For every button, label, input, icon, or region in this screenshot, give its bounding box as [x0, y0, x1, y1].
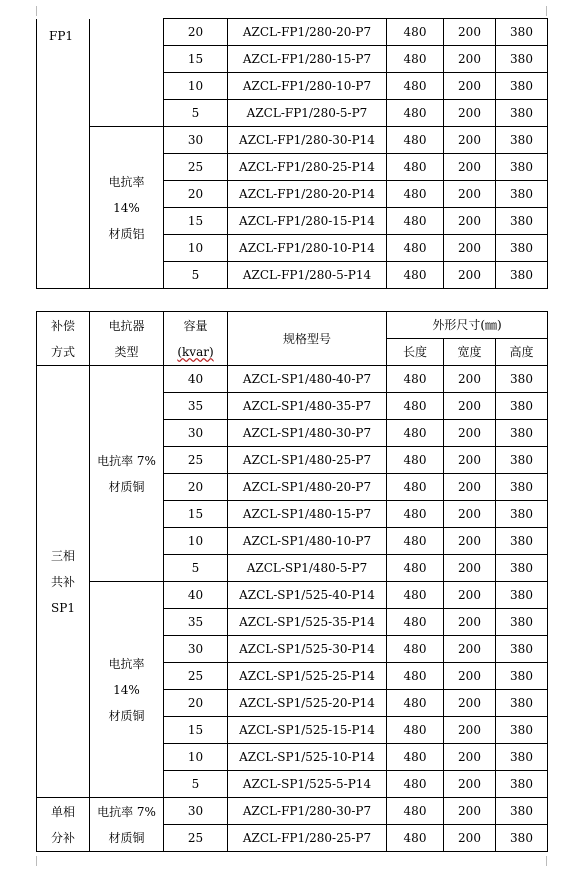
model-cell: AZCL-FP1/280-30-P7 — [228, 798, 387, 825]
width-cell: 200 — [444, 235, 496, 262]
width-cell: 200 — [444, 100, 496, 127]
model-cell: AZCL-SP1/480-20-P7 — [228, 474, 387, 501]
capacity-cell: 15 — [164, 501, 228, 528]
width-cell: 200 — [444, 19, 496, 46]
crop-mark-top-left — [26, 6, 37, 16]
length-cell: 480 — [387, 208, 444, 235]
length-cell: 480 — [387, 46, 444, 73]
reactor-table-fp1 — [36, 18, 548, 289]
capacity-cell: 15 — [164, 46, 228, 73]
compensation-mode-cell-line: SP1 — [51, 600, 75, 615]
reactor-type-cell-line: 材质铜 — [108, 830, 145, 845]
model-cell: AZCL-FP1/280-25-P14 — [228, 154, 387, 181]
height-cell: 380 — [496, 582, 548, 609]
reactor-type-cell-line: 电抗率 — [108, 174, 145, 189]
model-cell: AZCL-FP1/280-20-P7 — [228, 19, 387, 46]
table-row — [37, 366, 548, 393]
length-cell: 480 — [387, 154, 444, 181]
length-cell: 480 — [387, 181, 444, 208]
width-cell: 200 — [444, 262, 496, 289]
height-cell: 380 — [496, 555, 548, 582]
length-cell: 480 — [387, 636, 444, 663]
capacity-cell: 25 — [164, 154, 228, 181]
length-cell: 480 — [387, 19, 444, 46]
length-cell: 480 — [387, 663, 444, 690]
length-cell: 480 — [387, 127, 444, 154]
reactor-table-sp1 — [36, 311, 548, 852]
length-cell: 480 — [387, 717, 444, 744]
reactor-type-cell — [90, 366, 164, 582]
height-cell: 380 — [496, 744, 548, 771]
length-cell: 480 — [387, 690, 444, 717]
header-width: 宽度 — [444, 339, 496, 366]
width-cell: 200 — [444, 501, 496, 528]
compensation-mode-cell — [37, 366, 90, 798]
capacity-cell: 30 — [164, 636, 228, 663]
length-cell: 480 — [387, 393, 444, 420]
length-cell: 480 — [387, 825, 444, 852]
model-cell: AZCL-SP1/525-25-P14 — [228, 663, 387, 690]
header-text: 容量 — [183, 318, 208, 333]
crop-mark-top-right — [546, 6, 557, 16]
capacity-cell: 5 — [164, 262, 228, 289]
reactor-type-cell-line: 电抗率 7% — [97, 453, 156, 468]
height-cell: 380 — [496, 181, 548, 208]
length-cell: 480 — [387, 73, 444, 100]
reactor-type-cell-line: 电抗率 7% — [97, 804, 156, 819]
header-length: 长度 — [387, 339, 444, 366]
width-cell: 200 — [444, 636, 496, 663]
width-cell: 200 — [444, 208, 496, 235]
reactor-type-cell-line: 电抗率 — [108, 656, 145, 671]
header-text: 类型 — [114, 344, 139, 359]
capacity-cell: 10 — [164, 235, 228, 262]
length-cell: 480 — [387, 798, 444, 825]
width-cell: 200 — [444, 690, 496, 717]
table-row — [37, 798, 548, 825]
model-cell: AZCL-SP1/525-15-P14 — [228, 717, 387, 744]
capacity-cell: 20 — [164, 181, 228, 208]
capacity-cell: 30 — [164, 798, 228, 825]
height-cell: 380 — [496, 235, 548, 262]
height-cell: 380 — [496, 19, 548, 46]
header-text: 方式 — [50, 344, 75, 359]
reactor-type-cell-line: 14% — [113, 200, 140, 215]
model-cell: AZCL-SP1/480-35-P7 — [228, 393, 387, 420]
capacity-cell: 15 — [164, 717, 228, 744]
model-cell: AZCL-SP1/480-40-P7 — [228, 366, 387, 393]
height-cell: 380 — [496, 501, 548, 528]
reactor-type-cell-line: 14% — [113, 682, 140, 697]
width-cell: 200 — [444, 447, 496, 474]
width-cell: 200 — [444, 825, 496, 852]
width-cell: 200 — [444, 555, 496, 582]
height-cell: 380 — [496, 447, 548, 474]
reactor-type-cell-line: 材质铝 — [108, 226, 145, 241]
width-cell: 200 — [444, 181, 496, 208]
width-cell: 200 — [444, 420, 496, 447]
height-cell: 380 — [496, 154, 548, 181]
height-cell: 380 — [496, 262, 548, 289]
capacity-cell: 20 — [164, 474, 228, 501]
width-cell: 200 — [444, 771, 496, 798]
length-cell: 480 — [387, 235, 444, 262]
height-cell: 380 — [496, 366, 548, 393]
capacity-cell: 10 — [164, 744, 228, 771]
model-cell: AZCL-FP1/280-5-P7 — [228, 100, 387, 127]
header-height: 高度 — [496, 339, 548, 366]
reactor-type-cell — [90, 19, 164, 127]
header-model: 规格型号 — [228, 312, 387, 366]
model-cell: AZCL-SP1/480-10-P7 — [228, 528, 387, 555]
reactor-type-cell — [90, 582, 164, 798]
capacity-cell: 30 — [164, 420, 228, 447]
capacity-cell: 35 — [164, 609, 228, 636]
reactor-type-cell-line: 材质铜 — [108, 708, 145, 723]
crop-mark-bottom-right — [546, 856, 557, 866]
width-cell: 200 — [444, 609, 496, 636]
width-cell: 200 — [444, 154, 496, 181]
length-cell: 480 — [387, 262, 444, 289]
length-cell: 480 — [387, 420, 444, 447]
capacity-cell: 40 — [164, 582, 228, 609]
compensation-mode-cell — [37, 798, 90, 852]
width-cell: 200 — [444, 582, 496, 609]
width-cell: 200 — [444, 798, 496, 825]
capacity-cell: 25 — [164, 447, 228, 474]
height-cell: 380 — [496, 208, 548, 235]
table-header-row — [37, 312, 548, 339]
compensation-mode-cell-line: 单相 — [50, 804, 75, 819]
width-cell: 200 — [444, 127, 496, 154]
height-cell: 380 — [496, 474, 548, 501]
reactor-type-cell — [90, 798, 164, 852]
model-cell: AZCL-SP1/480-25-P7 — [228, 447, 387, 474]
width-cell: 200 — [444, 717, 496, 744]
height-cell: 380 — [496, 100, 548, 127]
width-cell: 200 — [444, 393, 496, 420]
model-cell: AZCL-SP1/525-35-P14 — [228, 609, 387, 636]
capacity-cell: 25 — [164, 663, 228, 690]
length-cell: 480 — [387, 744, 444, 771]
width-cell: 200 — [444, 366, 496, 393]
width-cell: 200 — [444, 744, 496, 771]
crop-mark-bottom-left — [26, 856, 37, 866]
model-cell: AZCL-SP1/525-30-P14 — [228, 636, 387, 663]
model-cell: AZCL-SP1/525-20-P14 — [228, 690, 387, 717]
capacity-cell: 10 — [164, 73, 228, 100]
model-cell: AZCL-SP1/480-15-P7 — [228, 501, 387, 528]
height-cell: 380 — [496, 420, 548, 447]
length-cell: 480 — [387, 100, 444, 127]
length-cell: 480 — [387, 771, 444, 798]
table-row — [37, 582, 548, 609]
reactor-type-cell — [90, 127, 164, 289]
width-cell: 200 — [444, 474, 496, 501]
capacity-cell: 5 — [164, 100, 228, 127]
header-compensation-mode — [37, 312, 90, 366]
capacity-cell: 35 — [164, 393, 228, 420]
capacity-cell: 5 — [164, 771, 228, 798]
header-text: 补偿 — [50, 318, 75, 333]
height-cell: 380 — [496, 127, 548, 154]
length-cell: 480 — [387, 447, 444, 474]
model-cell: AZCL-FP1/280-15-P7 — [228, 46, 387, 73]
height-cell: 380 — [496, 771, 548, 798]
reactor-type-cell-line: 材质铜 — [108, 479, 145, 494]
compensation-mode-cell-line: 分补 — [50, 830, 75, 845]
compensation-mode-cell: FP1 — [37, 19, 90, 289]
model-cell: AZCL-FP1/280-25-P7 — [228, 825, 387, 852]
model-cell: AZCL-FP1/280-30-P14 — [228, 127, 387, 154]
length-cell: 480 — [387, 582, 444, 609]
capacity-cell: 5 — [164, 555, 228, 582]
model-cell: AZCL-FP1/280-10-P7 — [228, 73, 387, 100]
length-cell: 480 — [387, 609, 444, 636]
capacity-cell: 30 — [164, 127, 228, 154]
capacity-cell: 15 — [164, 208, 228, 235]
capacity-cell: 25 — [164, 825, 228, 852]
header-text: 电抗器 — [108, 318, 145, 333]
model-cell: AZCL-FP1/280-5-P14 — [228, 262, 387, 289]
height-cell: 380 — [496, 663, 548, 690]
width-cell: 200 — [444, 46, 496, 73]
length-cell: 480 — [387, 501, 444, 528]
model-cell: AZCL-SP1/525-5-P14 — [228, 771, 387, 798]
header-reactor-type — [90, 312, 164, 366]
model-cell: AZCL-SP1/480-5-P7 — [228, 555, 387, 582]
height-cell: 380 — [496, 528, 548, 555]
capacity-cell: 10 — [164, 528, 228, 555]
height-cell: 380 — [496, 46, 548, 73]
width-cell: 200 — [444, 73, 496, 100]
table-row — [37, 127, 548, 154]
length-cell: 480 — [387, 366, 444, 393]
model-cell: AZCL-SP1/525-40-P14 — [228, 582, 387, 609]
height-cell: 380 — [496, 798, 548, 825]
length-cell: 480 — [387, 474, 444, 501]
height-cell: 380 — [496, 636, 548, 663]
height-cell: 380 — [496, 717, 548, 744]
model-cell: AZCL-FP1/280-15-P14 — [228, 208, 387, 235]
model-cell: AZCL-FP1/280-10-P14 — [228, 235, 387, 262]
height-cell: 380 — [496, 609, 548, 636]
compensation-mode-cell-line: 共补 — [50, 574, 75, 589]
compensation-mode-cell-line: 三相 — [50, 548, 75, 563]
capacity-cell: 20 — [164, 19, 228, 46]
header-text: (kvar) — [177, 344, 214, 359]
height-cell: 380 — [496, 690, 548, 717]
height-cell: 380 — [496, 393, 548, 420]
length-cell: 480 — [387, 528, 444, 555]
height-cell: 380 — [496, 73, 548, 100]
capacity-cell: 20 — [164, 690, 228, 717]
model-cell: AZCL-FP1/280-20-P14 — [228, 181, 387, 208]
width-cell: 200 — [444, 528, 496, 555]
length-cell: 480 — [387, 555, 444, 582]
model-cell: AZCL-SP1/480-30-P7 — [228, 420, 387, 447]
height-cell: 380 — [496, 825, 548, 852]
capacity-cell: 40 — [164, 366, 228, 393]
width-cell: 200 — [444, 663, 496, 690]
header-dimensions: 外形尺寸(㎜) — [387, 312, 548, 339]
header-capacity — [164, 312, 228, 366]
model-cell: AZCL-SP1/525-10-P14 — [228, 744, 387, 771]
table-row — [37, 19, 548, 46]
